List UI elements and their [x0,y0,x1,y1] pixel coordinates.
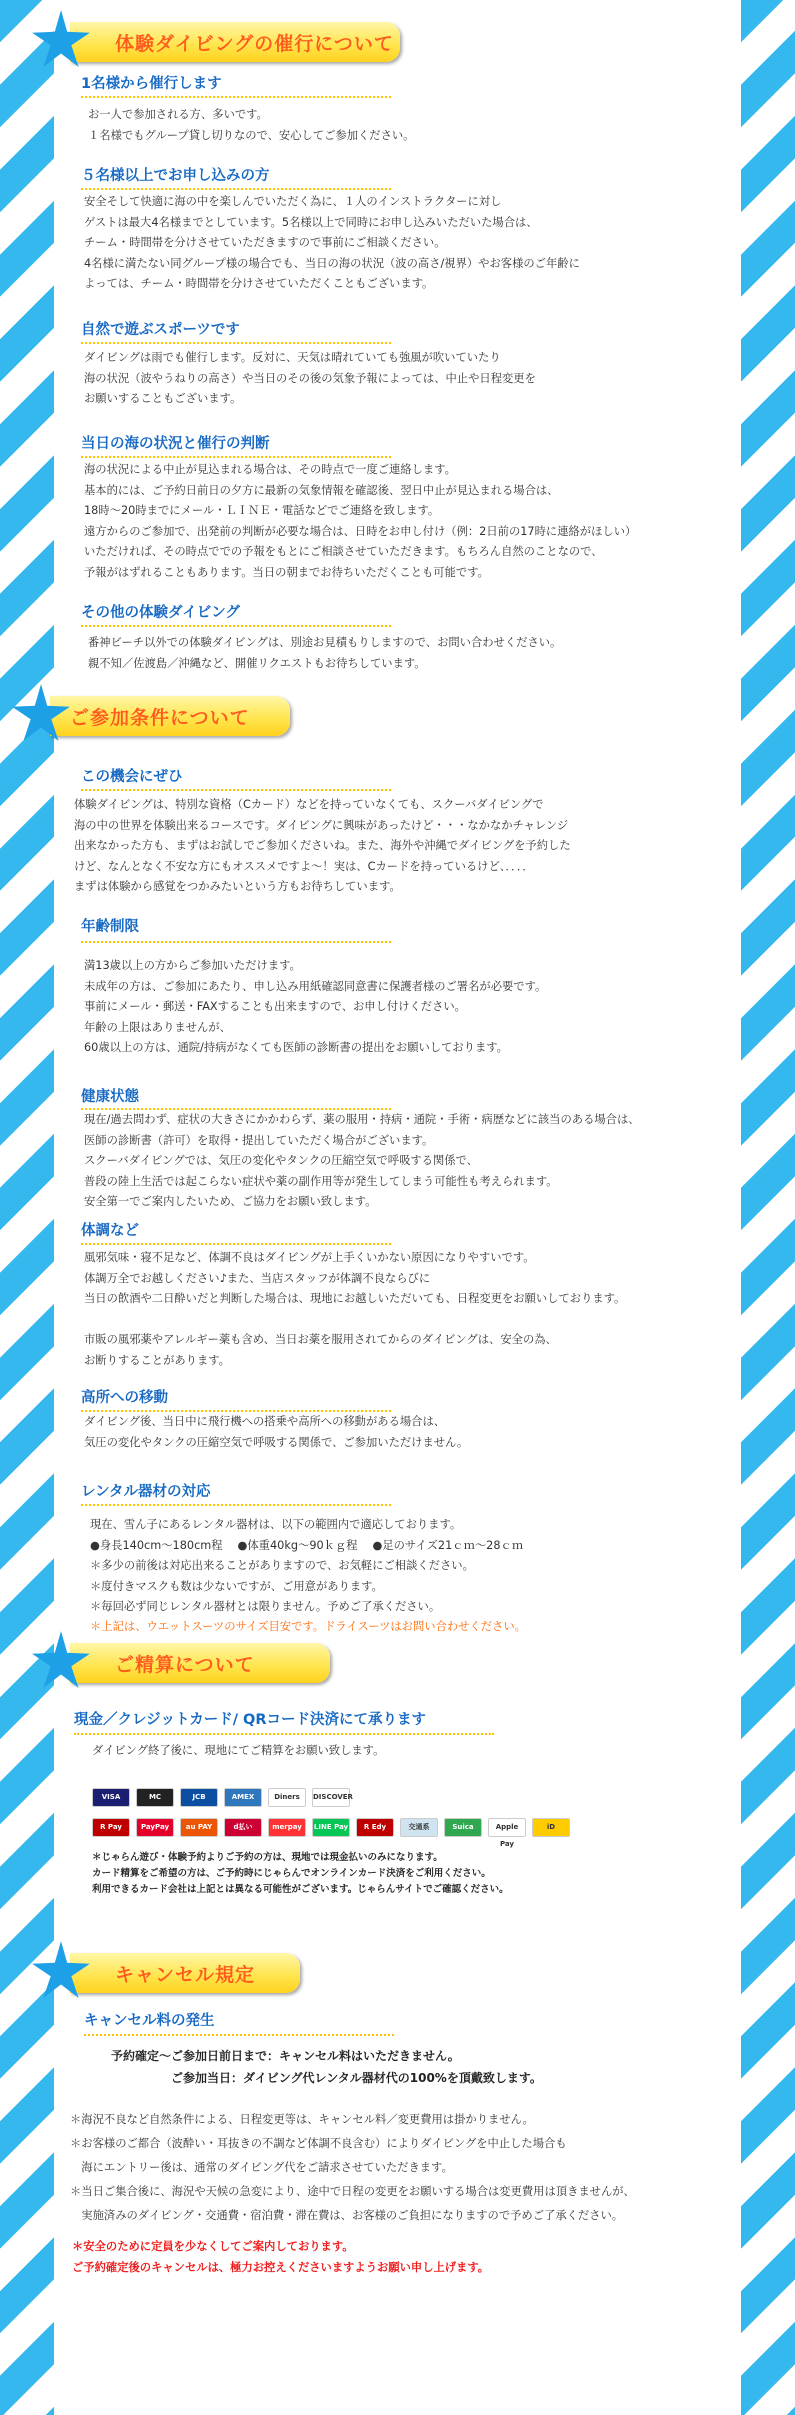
sub-heading: レンタル器材の対応 [81,1484,211,1500]
dotted-divider [81,342,391,344]
starfish-icon [30,1939,92,2001]
starfish-icon [30,1629,92,1691]
cancel-fee-summary: 予約確定～ご参加日前日まで：キャンセル料はいただきません。 ご参加当日：ダイビング代レンタル器材代の100%を頂戴致します。 [111,2049,542,2085]
section-title: ご参加条件について [70,707,250,729]
payment-logo: DISCOVER [312,1788,350,1807]
right-stripe-decoration [741,0,795,2415]
payment-logo: iD [532,1818,570,1837]
dotted-divider [81,96,391,98]
paragraph: 風邪気味・寝不足など、体調不良はダイビングが上手くいかない原因になりやすいです。 体調万全でお越しください♪また、当店スタッフが体調不良ならびに 当日の飲酒や二日酔いだと判断した場合は、現地にお越しいただいても、日程変更をお願いしております。 市販の風邪薬やアレルギー薬も含め、当日お薬を服用されてからのダイビングは、安全の為、 お断りすることがあります。 [84,1251,626,1367]
sub-heading: この機会にぜひ [81,769,183,785]
sub-heading: 健康状態 [81,1089,139,1105]
main-content [56,0,739,2415]
card-brands-row [92,1787,356,1807]
section-header-conditions [50,688,290,740]
dotted-divider [84,2034,394,2036]
sub-heading: 自然で遊ぶスポーツです [81,322,240,338]
sub-heading: キャンセル料の発生 [84,2013,215,2029]
payment-logo: d払い [224,1818,262,1837]
sub-heading: ５名様以上でお申し込みの方 [81,168,270,184]
dotted-divider [81,188,391,190]
section-header-payment [70,1635,330,1687]
section-title: ご精算について [115,1654,255,1676]
section-header-cancel [70,1945,300,1997]
dotted-divider [74,1733,494,1735]
paragraph-warning: ＊安全のために定員を少なくしてご案内しております。 ご予約確定後のキャンセルは、極力お控えくださいますようお願い申し上げます。 [72,2240,490,2274]
payment-note: ＊じゃらん遊び・体験予約よりご予約の方は、現地では現金払いのみになります。 カード精算をご希望の方は、ご予約時にじゃらんでオンラインカード決済をご利用ください。 利用できるカード会社は上記とは異なる可能性がございます。じゃらんサイトでご確認ください。 [92,1852,509,1895]
payment-logo: Diners [268,1788,306,1807]
sub-heading: 現金／クレジットカード/ QRコード決済にて承ります [74,1712,427,1728]
dotted-divider [81,1243,391,1245]
sub-heading: 体調など [81,1223,139,1239]
sub-heading: 年齢制限 [81,919,139,935]
payment-logo: R Edy [356,1818,394,1837]
payment-logo: PayPay [136,1818,174,1837]
paragraph: ダイビングは雨でも催行します。反対に、天気は晴れていても強風が吹いていたり 海の状況（波やうねりの高さ）や当日のその後の気象予報によっては、中止や日程変更を お願いすることもございます。 [84,351,536,405]
section-title: 体験ダイビングの催行について [115,33,394,55]
paragraph: ダイビング後、当日中に飛行機への搭乗や高所への移動がある場合は、 気圧の変化やタンクの圧縮空気で呼吸する関係で、ご参加いただけません。 [84,1415,469,1449]
paragraph-note: ＊上記は、ウエットスーツのサイズ目安です。ドライスーツはお問い合わせください。 [90,1620,526,1633]
payment-logo: Apple Pay [488,1818,526,1837]
paragraph: ダイビング終了後に、現地にてご精算をお願い致します。 [92,1744,385,1757]
qr-payments-row [92,1817,576,1848]
dotted-divider [81,456,391,458]
payment-logo: 交通系 [400,1818,438,1837]
sub-heading: 高所への移動 [81,1390,168,1406]
sub-heading: 1名様から催行します [81,76,222,92]
dotted-divider [81,941,391,943]
sub-heading: 当日の海の状況と催行の判断 [81,436,270,452]
paragraph: 現在、雪ん子にあるレンタル器材は、以下の範囲内で適応しております。 ●身長140cm～180cm程 ●体重40kg～90ｋｇ程 ●足のサイズ21ｃｍ～28ｃｍ ＊多少の前後は対応出来ることがありますので、お気軽にご相談ください。 ＊度付きマスクも数は少ないですが、ご用意があります。 ＊毎回必ず同じレンタル器材とは限りません。予めご了承ください。 [90,1518,524,1613]
paragraph: 安全そして快適に海の中を楽しんでいただく為に、１人のインストラクターに対し ゲストは最大4名様までとしています。5名様以上で同時にお申し込みいただいた場合は、 チーム・時間帯を分けさせていただきますので事前にご相談ください。 4名様に満たない同グループ様の場合でも、当日の海の状況（波の高さ/視界）やお客様のご年齢に よっては、チーム・時間帯を分けさせていただくこともございます。 [84,195,580,290]
section-header-tour [70,14,400,66]
section-title: キャンセル規定 [115,1964,256,1986]
payment-logo: VISA [92,1788,130,1807]
paragraph: ＊海況不良など自然条件による、日程変更等は、キャンセル料／変更費用は掛かりません。 ＊お客様のご都合（波酔い・耳抜きの不調など体調不良含む）によりダイビングを中止した場合も 海にエントリー後は、通常のダイビング代をご請求させていただきます。 ＊当日ご集合後に、海況や天候の急変により、途中で日程の変更をお願いする場合は変更費用は頂きませんが、 実施済みのダイビング・交通費・宿泊費・滞在費は、お客様のご負担になりますので予めご了承ください。 [70,2113,635,2222]
payment-logo: merpay [268,1818,306,1837]
paragraph: 番神ビーチ以外での体験ダイビングは、別途お見積もりしますので、お問い合わせください。 親不知／佐渡島／沖縄など、開催リクエストもお待ちしています。 [88,636,562,670]
paragraph: 現在/過去問わず、症状の大きさにかかわらず、薬の服用・持病・通院・手術・病歴などに該当のある場合は、 医師の診断書（許可）を取得・提出していただく場合がございます。 スクーバダイビングでは、気圧の変化やタンクの圧縮空気で呼吸する関係で、 普段の陸上生活では起こらない症状や薬の副作用等が発生してしまう可能性も考えられます。 安全第一でご案内したいため、ご協力をお願い致します。 [84,1113,640,1208]
payment-logo: MC [136,1788,174,1807]
paragraph: 満13歳以上の方からご参加いただけます。 未成年の方は、ご参加にあたり、申し込み用紙確認同意書に保護者様のご署名が必要です。 事前にメール・郵送・FAXすることも出来ますので、お申し付けください。 年齢の上限はありませんが、 60歳以上の方は、通院/持病がなくても医師の診断書の提出をお願いしております。 [84,959,547,1054]
dotted-divider [81,1504,391,1506]
starfish-icon [10,682,72,744]
payment-logo: R Pay [92,1818,130,1837]
paragraph: 海の状況による中止が見込まれる場合は、その時点で一度ご連絡します。 基本的には、ご予約日前日の夕方に最新の気象情報を確認後、翌日中止が見込まれる場合は、 18時～20時までにメール・ＬＩＮＥ・電話などでご連絡を致します。 遠方からのご参加で、出発前の判断が必要な場合は、日時をお申し付け（例：2日前の17時に連絡がほしい） いただければ、その時点ででの予報をもとにご相談させていただきます。もちろん自然のことなので、 予報がはずれることもあります。当日の朝までお待ちいただくことも可能です。 [84,463,637,579]
paragraph: お一人で参加される方、多いです。 １名様でもグループ貸し切りなので、安心してご参加ください。 [88,108,415,142]
starfish-icon [30,8,92,70]
dotted-divider [81,625,391,627]
payment-logo: JCB [180,1788,218,1807]
payment-logo: AMEX [224,1788,262,1807]
dotted-divider [81,789,391,791]
payment-logo: au PAY [180,1818,218,1837]
sub-heading: その他の体験ダイビング [81,605,240,621]
paragraph: 体験ダイビングは、特別な資格（Cカード）などを持っていなくても、スクーバダイビングで 海の中の世界を体験出来るコースです。ダイビングに興味があったけど・・・なかなかチャレンジ 出来なかった方も、まずはお試しでご参加くださいね。また、海外や沖縄でダイビングを予約した けど、なんとなく不安な方にもオススメですよ～！実は、Cカードを持っているけど、．．．． まずは体験から感覚をつかみたいという方もお待ちしています。 [74,798,571,893]
payment-logo: LINE Pay [312,1818,350,1837]
payment-logo: Suica [444,1818,482,1837]
left-stripe-decoration [0,0,54,2415]
